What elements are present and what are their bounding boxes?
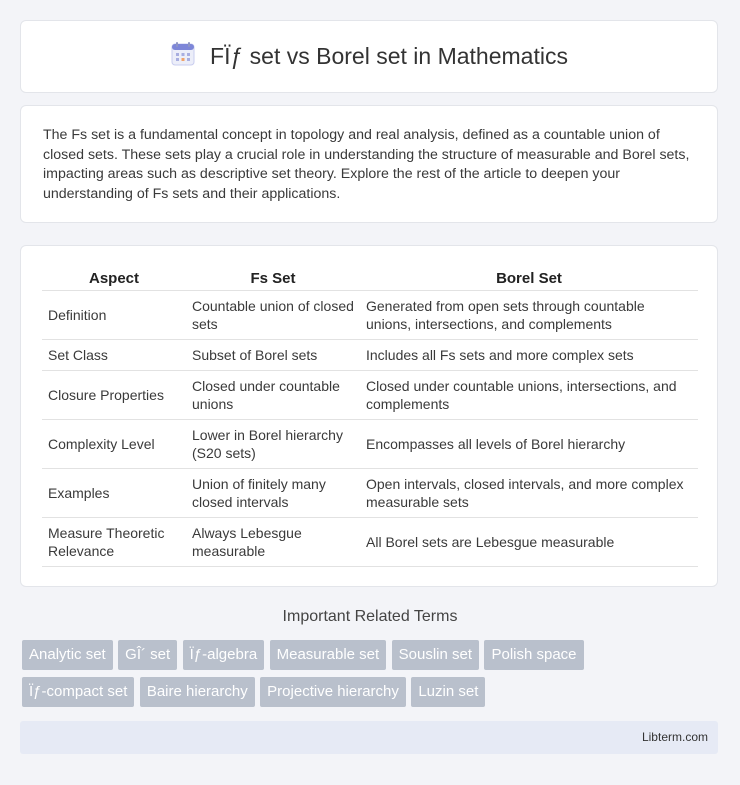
term-tag-sigma-compact-set[interactable]: Ïƒ-compact set [22,677,134,707]
table-row [42,340,698,371]
table-row [42,469,698,518]
table-cell: Closure Properties [42,371,186,420]
table-cell: Definition [42,291,186,340]
header-fs-set: Fs Set [186,266,360,291]
table-cell: Closed under countable unions, intersections, and complements [360,371,698,420]
table-row [42,291,698,340]
table-cell: All Borel sets are Lebesgue measurable [360,518,698,567]
table-cell: Union of finitely many closed intervals [186,469,360,518]
term-tag-g-delta-set[interactable]: GÎ´ set [118,640,177,670]
table-cell: Open intervals, closed intervals, and more complex measurable sets [360,469,698,518]
footer-link[interactable]: Libterm.com [641,730,708,744]
footer [20,721,718,754]
comparison-card [20,245,718,587]
comparison-table [42,266,698,567]
page-title: FÏƒ set vs Borel set in Mathematics [210,43,568,69]
related-terms-title: Important Related Terms [282,608,458,625]
table-cell: Examples [42,469,186,518]
term-tag-luzin-set[interactable]: Luzin set [411,677,485,707]
table-cell: Includes all Fs sets and more complex sets [360,340,698,371]
table-cell: Generated from open sets through countable unions, intersections, and complements [360,291,698,340]
table-row [42,371,698,420]
intro-card [20,105,718,223]
term-tag-projective-hierarchy[interactable]: Projective hierarchy [260,677,406,707]
table-header-row [42,266,698,291]
term-tag-baire-hierarchy[interactable]: Baire hierarchy [140,677,255,707]
header-borel-set: Borel Set [360,266,698,291]
table-cell: Subset of Borel sets [186,340,360,371]
table-row [42,518,698,567]
term-tag-polish-space[interactable]: Polish space [484,640,583,670]
table-cell: Lower in Borel hierarchy (S20 sets) [186,420,360,469]
term-tag-analytic-set[interactable]: Analytic set [22,640,113,670]
table-cell: Always Lebesgue measurable [186,518,360,567]
table-cell: Encompasses all levels of Borel hierarchy [360,420,698,469]
term-tag-sigma-algebra[interactable]: Ïƒ-algebra [183,640,265,670]
related-terms-list [22,640,722,714]
calendar-icon [170,41,196,72]
table-cell: Countable union of closed sets [186,291,360,340]
table-cell: Set Class [42,340,186,371]
table-cell: Complexity Level [42,420,186,469]
table-row [42,420,698,469]
intro-text: The Fs set is a fundamental concept in topology and real analysis, defined as a countable union of closed sets. These sets play a crucial role in understanding the structure of measurable and Borel sets, impacting areas such as descriptive set theory. Explore the rest of the article to deepen your understanding of Fs sets and their applications. [43,127,690,202]
table-cell: Measure Theoretic Relevance [42,518,186,567]
header-aspect: Aspect [42,266,186,291]
term-tag-measurable-set[interactable]: Measurable set [270,640,387,670]
header-card [20,20,718,93]
table-cell: Closed under countable unions [186,371,360,420]
term-tag-souslin-set[interactable]: Souslin set [392,640,479,670]
